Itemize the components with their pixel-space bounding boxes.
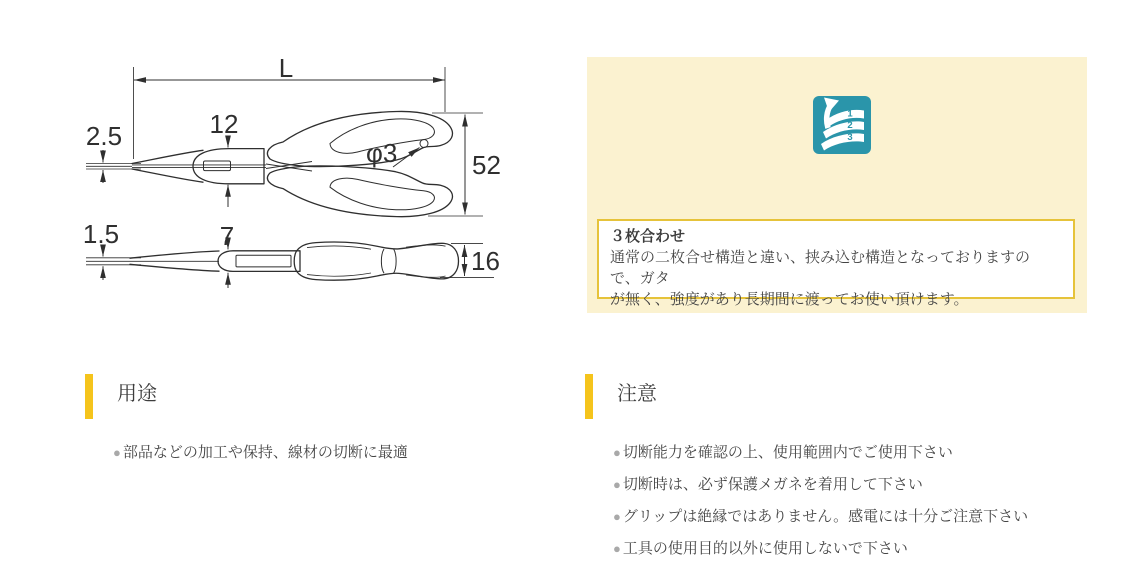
- layer-number-2: 2: [847, 120, 853, 131]
- caution-list: [613, 443, 1028, 571]
- dim-label-head-width: 12: [209, 109, 239, 139]
- usage-list: [113, 443, 408, 475]
- usage-section-title: 用途: [117, 383, 157, 405]
- bullet-icon: ●: [613, 541, 621, 556]
- list-item: [113, 443, 408, 462]
- caution-item-text: グリップは絶縁ではありません。感電には十分ご注意下さい: [622, 508, 1029, 525]
- caution-section-title: 注意: [617, 383, 657, 405]
- feature-panel: [587, 57, 1087, 313]
- pliers-dimension-diagram: [80, 55, 540, 305]
- bullet-icon: ●: [613, 509, 621, 524]
- usage-accent-bar: [85, 374, 93, 419]
- layer-number-3: 3: [847, 132, 853, 143]
- pliers-side-view: [83, 219, 500, 288]
- feature-body-line: が無く、強度があり長期間に渡ってお使い頂けます。: [610, 291, 969, 308]
- layer-number-1: 1: [847, 108, 853, 120]
- list-item: [613, 475, 1028, 494]
- bullet-icon: ●: [613, 445, 621, 460]
- bullet-icon: ●: [113, 445, 121, 460]
- dim-label-hole: φ3: [366, 138, 398, 168]
- caution-item-text: 切断能力を確認の上、使用範囲内でご使用下さい: [622, 444, 953, 461]
- feature-title: ３枚合わせ: [610, 228, 686, 245]
- dim-label-jaw-thickness: 7: [219, 221, 235, 251]
- pliers-top-view: [86, 55, 501, 217]
- three-layer-icon: [812, 95, 872, 155]
- dim-label-handle-thickness: 16: [471, 246, 500, 276]
- feature-body-line: 通常の二枚合せ構造と違い、挟み込む構造となっておりますので、ガタ: [610, 249, 1031, 287]
- dim-label-length: L: [278, 55, 294, 83]
- caution-item-text: 切断時は、必ず保護メガネを着用して下さい: [622, 476, 923, 493]
- feature-description-box: [597, 219, 1075, 308]
- dim-label-tip-width: 2.5: [85, 121, 123, 151]
- bullet-icon: ●: [613, 477, 621, 492]
- list-item: [613, 507, 1028, 526]
- caution-item-text: 工具の使用目的以外に使用しないで下さい: [622, 540, 908, 557]
- handle-hole: [420, 140, 428, 148]
- list-item: [613, 443, 1028, 462]
- dim-label-tip-thickness: 1.5: [82, 219, 120, 249]
- dim-label-height: 52: [472, 150, 501, 180]
- usage-item-text: 部品などの加工や保持、線材の切断に最適: [122, 444, 408, 461]
- caution-accent-bar: [585, 374, 593, 419]
- list-item: [613, 539, 1028, 558]
